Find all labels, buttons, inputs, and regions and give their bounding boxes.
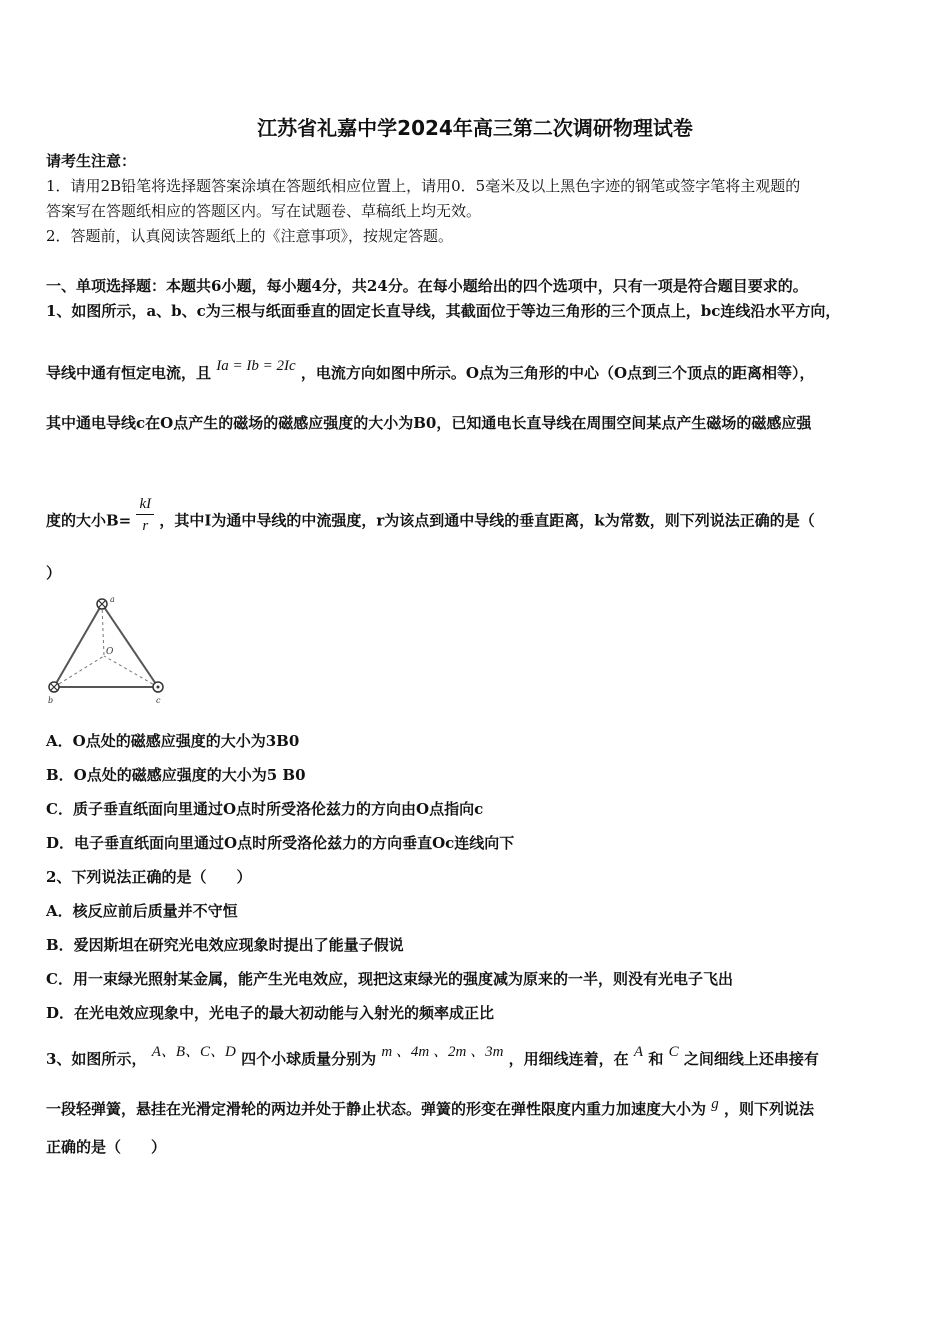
q3-line-1	[46, 1044, 819, 1070]
label-a: a	[110, 595, 115, 604]
q1-option-b: B．O点处的磁感应强度的大小为5 B0	[46, 766, 306, 784]
q3-line-2	[46, 1096, 814, 1120]
q2-stem: 2、下列说法正确的是（ ）	[46, 868, 252, 886]
notice-2: 2．答题前，认真阅读答题纸上的《注意事项》，按规定答题。	[46, 227, 454, 245]
q1-line-3: 其中通电导线c在O点产生的磁场的磁感应强度的大小为B0，已知通电长直导线在周围空间某点产生磁场的磁感应强	[46, 414, 812, 432]
wire-c-out-of-page-icon	[153, 682, 163, 692]
q1-line-4-pre: 度的大小B=	[46, 511, 132, 530]
section-1-heading: 一、单项选择题：本题共6小题，每小题4分，共24分。在每小题给出的四个选项中，只有一项是符合题目要求的。	[46, 277, 808, 295]
notice-1-line-2: 答案写在答题纸相应的答题区内。写在试题卷、草稿纸上均无效。	[46, 202, 482, 220]
q1-option-d: D．电子垂直纸面向里通过O点时所受洛伦兹力的方向垂直Oc连线向下	[46, 834, 515, 852]
q3-line-2-pre: 一段轻弹簧，悬挂在光滑定滑轮的两边并处于静止状态。弹簧的形变在弹性限度内重力加速度大小为	[46, 1100, 707, 1118]
ball-masses: m 、4m 、2m 、3m	[381, 1044, 504, 1060]
q3-line-1-mid2: ，用细线连着，在	[508, 1050, 629, 1068]
q1-line-1: 1、如图所示，a、b、c为三根与纸面垂直的固定长直导线，其截面位于等边三角形的三个顶点上，bc连线沿水平方向，	[46, 302, 841, 320]
q3-line-2-post: ，则下列说法	[723, 1100, 814, 1118]
q3-and: 和	[648, 1050, 664, 1068]
label-o: O	[106, 647, 114, 657]
label-b: b	[48, 696, 54, 705]
q1-line-2	[46, 358, 815, 384]
q1-option-a: A．O点处的磁感应强度的大小为3B0	[46, 732, 300, 750]
q1-line-2-pre: 导线中通有恒定电流，且	[46, 364, 212, 382]
wire-triangle-figure	[44, 592, 174, 707]
notice-heading: 请考生注意：	[46, 152, 137, 170]
q2-option-d: D．在光电效应现象中，光电子的最大初动能与入射光的频率成正比	[46, 1004, 495, 1022]
fraction-numerator: kI	[136, 494, 154, 515]
ball-a-symbol: A	[633, 1044, 644, 1060]
ball-labels: A、B、C、D	[151, 1044, 236, 1060]
dashed-line-co	[104, 656, 158, 687]
q1-option-c: C．质子垂直纸面向里通过O点时所受洛伦兹力的方向由O点指向c	[46, 800, 484, 818]
dashed-line-bo	[54, 656, 104, 687]
triangle-side-ab	[54, 604, 102, 687]
field-formula-fraction	[136, 494, 154, 537]
dashed-line-ao	[102, 604, 104, 656]
q1-line-5: ）	[46, 564, 62, 582]
fraction-denominator: r	[142, 518, 149, 534]
triangle-side-ac	[102, 604, 158, 687]
q1-line-2-post: ，电流方向如图中所示。O点为三角形的中心（O点到三个顶点的距离相等），	[300, 364, 815, 382]
q3-line-1-mid: 四个小球质量分别为	[241, 1050, 377, 1068]
wire-b-into-page-icon	[49, 682, 59, 692]
gravity-symbol: g	[711, 1096, 719, 1112]
ball-c-symbol: C	[668, 1044, 679, 1060]
q3-line-1-pre: 3、如图所示，	[46, 1050, 147, 1068]
q2-option-a: A．核反应前后质量并不守恒	[46, 902, 238, 920]
q3-line-1-post: 之间细线上还串接有	[683, 1050, 819, 1068]
q2-option-c: C．用一束绿光照射某金属，能产生光电效应，现把这束绿光的强度减为原来的一半，则没有光电子飞出	[46, 970, 733, 988]
q1-line-4-post: ，其中I为通中导线的中流强度，r为该点到通中导线的垂直距离，k为常数，则下列说法正确的是（	[159, 511, 815, 530]
wire-a-into-page-icon	[97, 599, 107, 609]
notice-1-line-1: 1．请用2B铅笔将选择题答案涂填在答题纸相应位置上，请用0．5毫米及以上黑色字迹的钢笔或签字笔将主观题的	[46, 177, 801, 195]
document-title: 江苏省礼嘉中学2024年高三第二次调研物理试卷	[257, 116, 693, 140]
q1-line-4	[46, 496, 815, 543]
q2-option-b: B．爱因斯坦在研究光电效应现象时提出了能量子假说	[46, 936, 404, 954]
current-relation-formula: Ia = Ib = 2Ic	[216, 358, 296, 374]
q3-line-3: 正确的是（ ）	[46, 1138, 167, 1156]
label-c: c	[156, 696, 161, 705]
